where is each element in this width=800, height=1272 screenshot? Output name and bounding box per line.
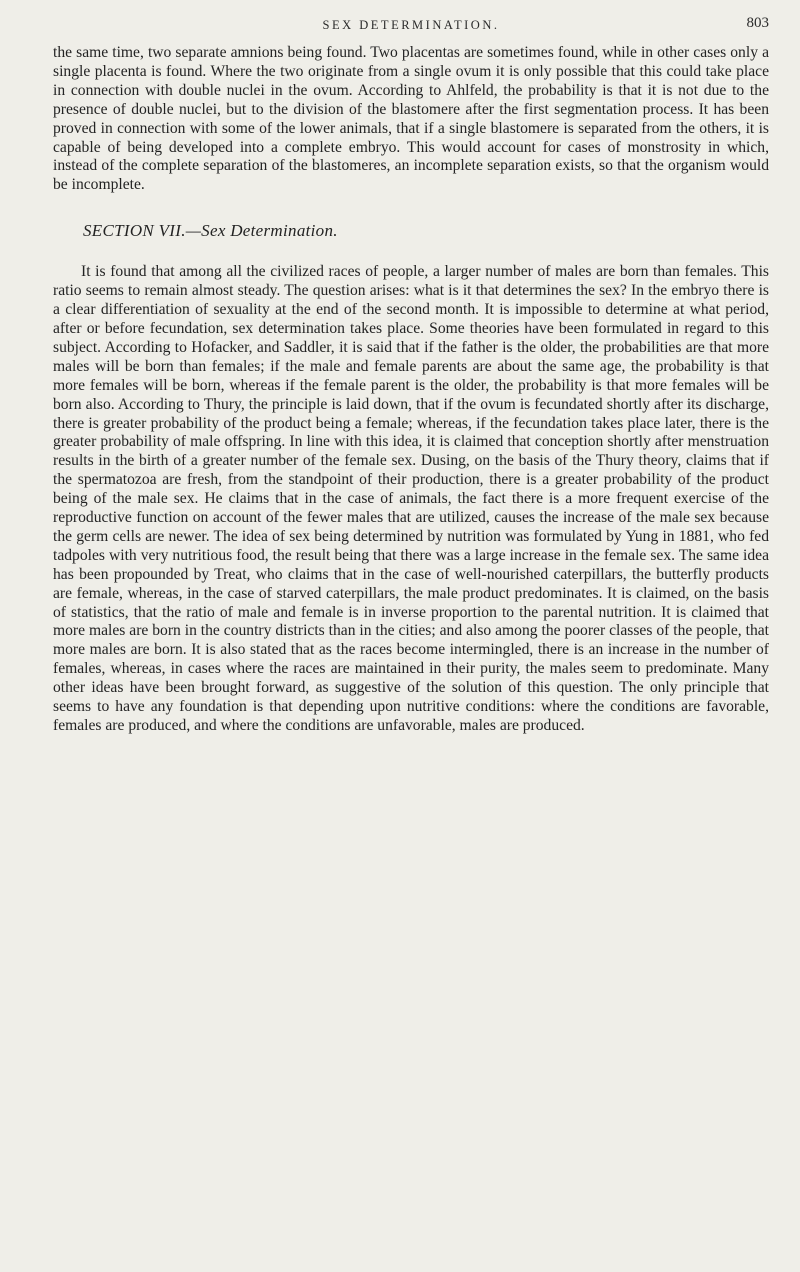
book-page [53, 0, 769, 736]
running-head: SEX DETERMINATION. [322, 18, 500, 32]
section-heading: SECTION VII.—Sex Determination. [83, 221, 338, 241]
page-number: 803 [746, 15, 769, 31]
page-header [53, 0, 769, 44]
paragraph-sex-determination: It is found that among all the civilized races of people, a larger number of males are born than females. This ratio seems to remain almost steady. The question arises: what is it that determines the sex? In the embryo there is a clear differentiation of sexuality at the end of the second month. It is impossible to determine at what period, after or before fecundation, sex determination takes place. Some theories have been formulated in regard to this subject. According to Hofacker, and Saddler, it is said that if the father is the older, the probabilities are that more males will be born than females; if the male and female parents are about the same age, the probability is that more females will be born, whereas if the female parent is the older, the probability is that more females will be born also. According to Thury, the principle is laid down, that if the ovum is fecundated shortly after its discharge, there is greater probability of the product being a female; whereas, if the fecundation takes place later, there is the greater probability of male offspring. In line with this idea, it is claimed that conception shortly after menstruation results in the birth of a greater number of the female sex. Dusing, on the basis of the Thury theory, claims that if the spermatozoa are fresh, from the standpoint of their production, there is a greater probability of the product being of the male sex. He claims that in the case of animals, the fact there is a more frequent exercise of the reproductive function on account of the fewer males that are utilized, causes the increase of the male sex because the germ cells are newer. The idea of sex being determined by nutrition was formulated by Yung in 1881, who fed tadpoles with very nutritious food, the result being that there was a large increase in the female sex. The same idea has been propounded by Treat, who claims that in the case of well-nourished caterpillars, the butterfly products are female, whereas, in the case of starved caterpillars, the male product predominates. It is claimed, on the basis of statistics, that the ratio of male and female is in inverse proportion to the parental nutrition. It is claimed that more males are born in the country districts than in the cities; and also among the poorer classes of the people, that more males are born. It is also stated that as the races become intermingled, there is an increase in the number of females, whereas, in cases where the races are maintained in their purity, the males seem to predominate. Many other ideas have been brought forward, as suggestive of the solution of this question. The only principle that seems to have any foundation is that depending upon nutritive conditions: where the conditions are favorable, females are produced, and where the conditions are unfavorable, males are produced. [53, 263, 769, 734]
paragraph-continuation: the same time, two separate amnions being found. Two placentas are sometimes found, while in other cases only a single placenta is found. Where the two originate from a single ovum it is only possible that this could take place in connection with double nuclei in the ovum. According to Ahlfeld, the probability is that it is not due to the presence of double nuclei, but to the division of the blastomere after the first segmentation process. It has been proved in connection with some of the lower animals, that if a single blastomere is separated from the others, it is capable of being developed into a complete embryo. This would account for cases of monstrosity in which, instead of the complete separation of the blastomeres, an incomplete separation exists, so that the organism would be incomplete. [53, 44, 769, 194]
